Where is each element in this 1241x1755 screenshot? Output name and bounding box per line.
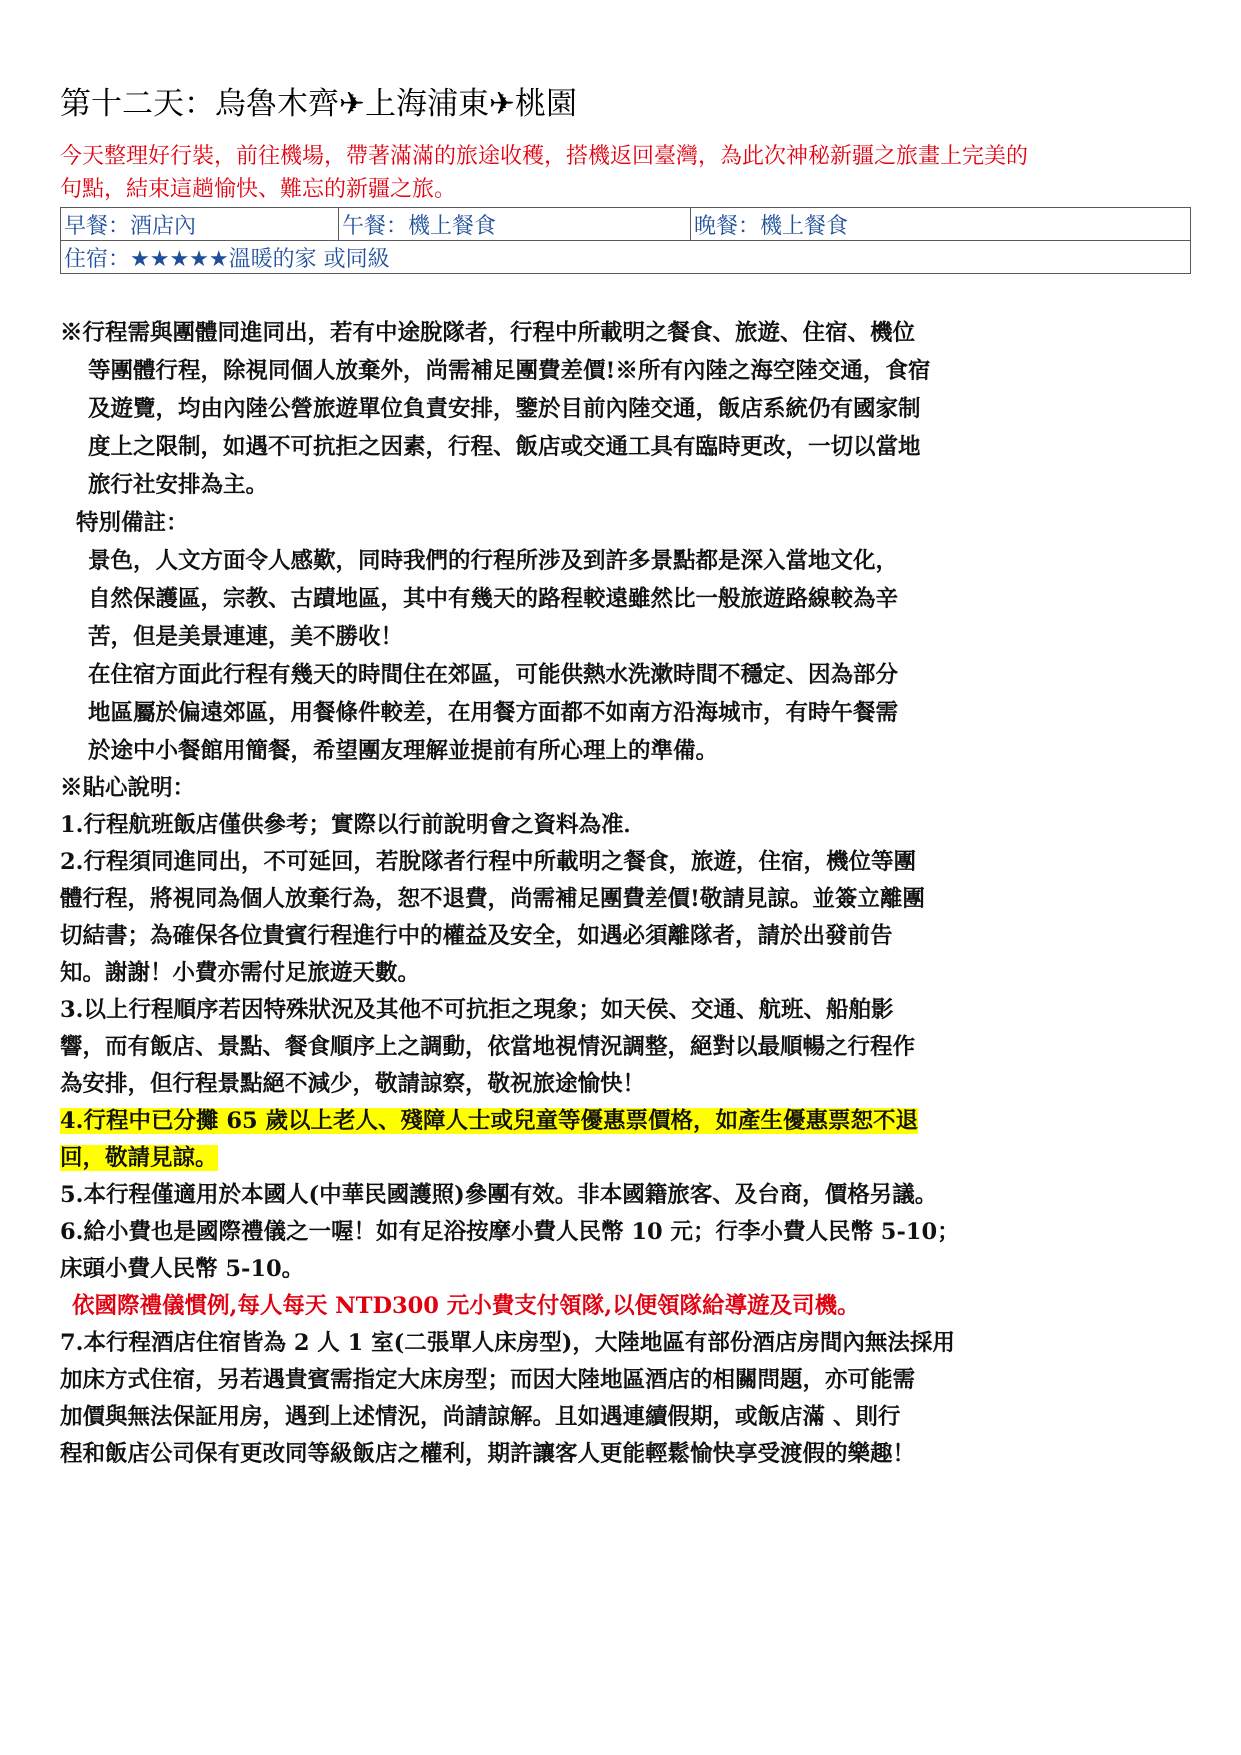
tip-item-3-line: 為安排，但行程景點絕不減少，敬請諒察，敬祝旅途愉快！ [60, 1071, 646, 1097]
tip-item-2-line: 知。謝謝！小費亦需付足旅遊天數。 [60, 960, 421, 986]
special-line: 在住宿方面此行程有幾天的時間住在郊區，可能供熱水洗漱時間不穩定、因為部分 [88, 662, 899, 688]
tip-item-7-line: 7.本行程酒店住宿皆為 2 人 1 室(二張單人床房型)，大陸地區有部份酒店房間內無法採用 [60, 1330, 955, 1356]
tip-item-2-line: 切結書；為確保各位貴賓行程進行中的權益及安全，如遇必須離隊者，請於出發前告 [60, 923, 893, 949]
notice-line: 及遊覽，均由內陸公營旅遊單位負責安排，鑒於目前內陸交通，飯店系統仍有國家制 [88, 396, 921, 422]
notes-section [60, 314, 1200, 1473]
day-intro [60, 140, 1190, 206]
intro-line: 今天整理好行裝，前往機場，帶著滿滿的旅途收穫，搭機返回臺灣，為此次神秘新疆之旅畫上完美的 [60, 144, 1029, 169]
special-line: 苦，但是美景連連，美不勝收！ [88, 624, 404, 650]
tip-item-2-line: 2.行程須同進同出，不可延回，若脫隊者行程中所載明之餐食，旅遊，住宿，機位等團 [60, 849, 916, 875]
tip-item-3-line: 3.以上行程順序若因特殊狀況及其他不可抗拒之現象；如天侯、交通、航班、船舶影 [60, 997, 894, 1023]
highlighted-text: 4.行程中已分攤 65 歲以上老人、殘障人士或兒童等優惠票價格，如產生優惠票恕不退 [60, 1108, 918, 1134]
special-line: 自然保護區，宗教、古蹟地區，其中有幾天的路程較遠雖然比一般旅遊路線較為辛 [88, 586, 899, 612]
tip-red-note: 依國際禮儀慣例,每人每天 NTD300 元小費支付領隊,以便領隊給導遊及司機。 [72, 1293, 860, 1319]
tip-item-4-line [60, 1103, 1200, 1140]
tip-item-3-line: 響，而有飯店、景點、餐食順序上之調動，依當地視情況調整，絕對以最順暢之行程作 [60, 1034, 916, 1060]
tip-item-7-line: 加價與無法保証用房，遇到上述情況，尚請諒解。且如遇連續假期，或飯店滿 、則行 [60, 1404, 901, 1430]
page-title: 第十二天：烏魯木齊✈上海浦東✈桃園 [60, 86, 577, 122]
breakfast-cell: 早餐：酒店內 [61, 208, 339, 241]
tip-item-7-line: 程和飯店公司保有更改同等級飯店之權利，期許讓客人更能輕鬆愉快享受渡假的樂趣！ [60, 1441, 916, 1467]
notice-line: 度上之限制，如遇不可抗拒之因素，行程、飯店或交通工具有臨時更改，一切以當地 [88, 434, 921, 460]
special-line: 景色，人文方面令人感歎，同時我們的行程所涉及到許多景點都是深入當地文化， [88, 548, 899, 574]
tip-item-1: 1.行程航班飯店僅供參考；實際以行前說明會之資料為准． [60, 812, 646, 838]
tip-item-5: 5.本行程僅適用於本國人(中華民國護照)參團有效。非本國籍旅客、及台商，價格另議。 [60, 1182, 938, 1208]
tip-item-6-line: 6.給小費也是國際禮儀之一喔！如有足浴按摩小費人民幣 10 元；行李小費人民幣 5-10； [60, 1219, 960, 1245]
dinner-cell: 晚餐：機上餐食 [691, 208, 1191, 241]
tip-item-2-line: 體行程，將視同為個人放棄行為，恕不退費，尚需補足團費差價!敬請見諒。並簽立離團 [60, 886, 925, 912]
tip-item-7-line: 加床方式住宿，另若遇貴賓需指定大床房型；而因大陸地區酒店的相關問題，亦可能需 [60, 1367, 916, 1393]
notice-line: ※行程需與團體同進同出，若有中途脫隊者，行程中所載明之餐食、旅遊、住宿、機位 [60, 320, 916, 346]
notice-line: 等團體行程，除視同個人放棄外，尚需補足團費差價!※所有內陸之海空陸交通，食宿 [88, 358, 931, 384]
special-heading: 特別備註： [76, 510, 189, 536]
notice-line: 旅行社安排為主。 [88, 472, 269, 498]
lodging-row [61, 241, 1191, 274]
highlighted-text: 回，敬請見諒。 [60, 1145, 218, 1171]
tip-item-6-line: 床頭小費人民幣 5-10。 [60, 1256, 305, 1282]
special-line: 地區屬於偏遠郊區，用餐條件較差，在用餐方面都不如南方沿海城市，有時午餐需 [88, 700, 899, 726]
tip-item-4-line [60, 1140, 1200, 1177]
intro-line: 句點，結束這趟愉快、難忘的新疆之旅。 [60, 177, 457, 202]
meals-row [61, 208, 1191, 241]
lodging-cell: 住宿：★★★★★溫暖的家 或同級 [61, 241, 1191, 274]
special-line: 於途中小餐館用簡餐，希望團友理解並提前有所心理上的準備。 [88, 738, 719, 764]
meals-table [60, 207, 1191, 274]
tips-heading: ※貼心說明： [60, 775, 196, 801]
lunch-cell: 午餐：機上餐食 [339, 208, 691, 241]
